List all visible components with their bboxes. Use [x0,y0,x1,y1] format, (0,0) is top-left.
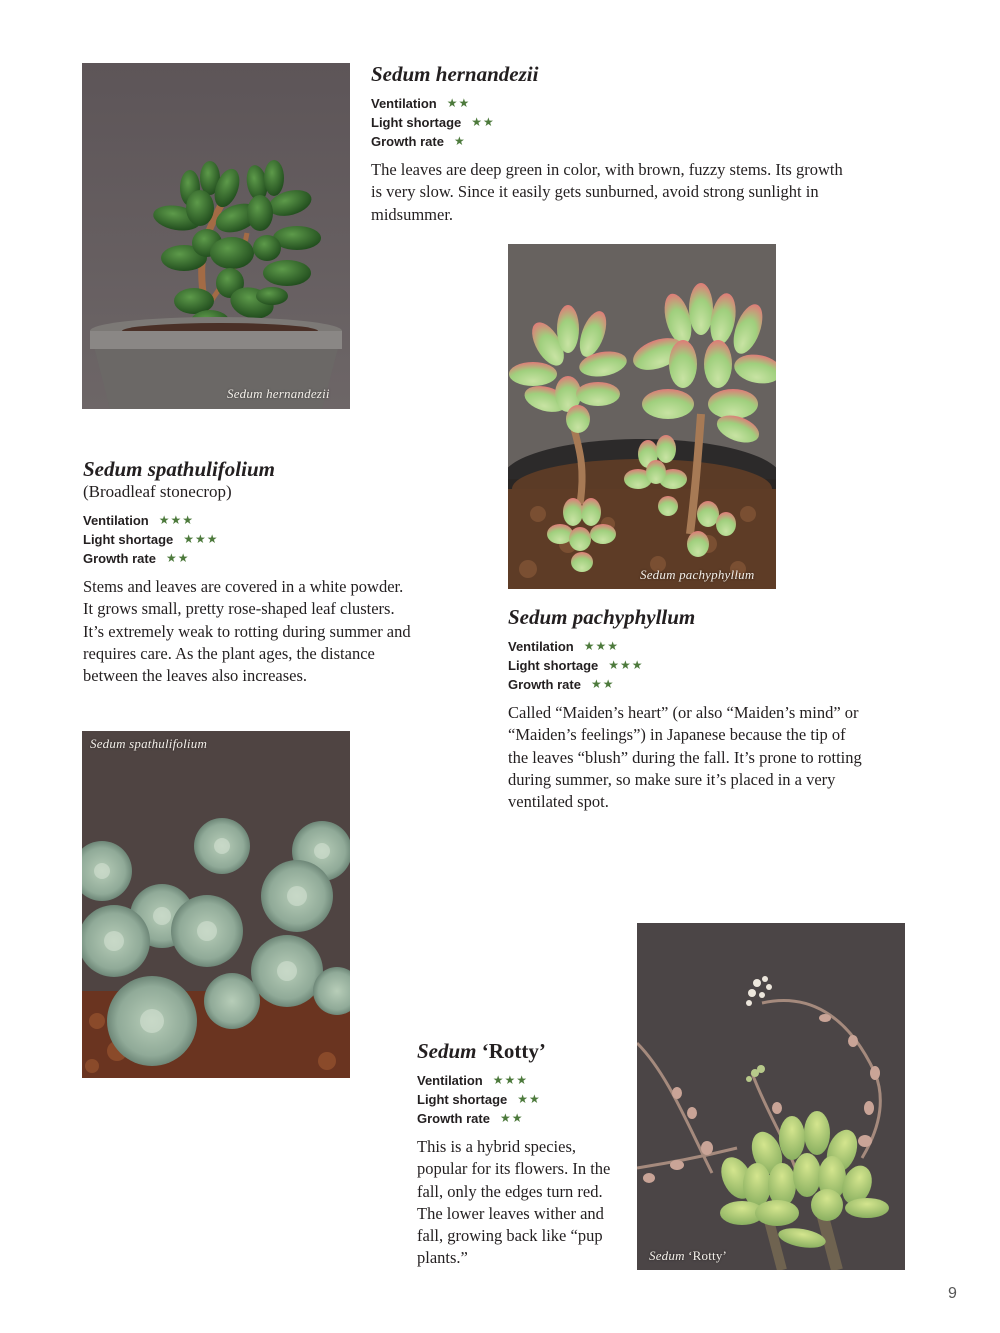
rating-light-shortage: Light shortage ★★ [371,115,495,130]
succulent-photo-pachyphyllum [508,244,776,589]
star-icon: ★★★ [158,513,195,527]
photo-sedum-pachyphyllum [508,244,776,589]
star-icon: ★★ [165,551,190,565]
plant-title: Sedum pachyphyllum [508,605,696,629]
plant-description: This is a hybrid species, popular for its flowers. In the fall, only the edges turn red. The lower leaves wither and fall, growing back like “pup plants.” [417,1137,611,1268]
rating-light-shortage: Light shortage ★★★ [83,532,219,547]
star-icon: ★★★ [492,1073,529,1087]
entry-sedum-hernandezii [371,62,851,226]
plant-title: Sedum ‘Rotty’ [417,1039,546,1063]
photo-caption: Sedum spathulifolium [90,736,208,751]
rating-growth-rate: Growth rate ★★ [508,677,615,692]
rating-ventilation: Ventilation ★★★ [417,1073,529,1088]
plant-title: Sedum hernandezii [371,62,539,86]
rating-light-shortage: Light shortage ★★★ [508,658,644,673]
rating-ventilation: Ventilation ★★ [371,96,471,111]
rating-growth-rate: Growth rate ★★ [83,551,190,566]
rating-growth-rate: Growth rate ★ [371,134,466,149]
star-icon: ★★ [446,96,471,110]
star-icon: ★★ [590,677,615,691]
rating-light-shortage: Light shortage ★★ [417,1092,541,1107]
succulent-photo-spathulifolium [82,731,350,1078]
page-number: 9 [948,1285,957,1302]
plant-common-name: (Broadleaf stonecrop) [83,482,232,501]
rating-ventilation: Ventilation ★★★ [83,513,195,528]
entry-sedum-spathulifolium [83,457,413,687]
star-icon: ★ [453,134,466,148]
succulent-photo-hernandezii [82,63,350,409]
plant-description: The leaves are deep green in color, with brown, fuzzy stems. Its growth is very slow. Since it easily gets sunburned, avoid strong sunlight in midsummer. [371,160,843,224]
ratings-list [83,511,413,568]
photo-sedum-spathulifolium [82,731,350,1078]
star-icon: ★★ [499,1111,524,1125]
star-icon: ★★★ [583,639,620,653]
photo-caption: Sedum ‘Rotty’ [649,1248,728,1263]
plant-description: Called “Maiden’s heart” (or also “Maiden’s mind” or “Maiden’s feelings”) in Japanese because the tip of the leaves “blush” during the fall. It’s prone to rotting during summer, so make sure it’s placed in a very ventilated spot. [508,703,862,812]
star-icon: ★★ [517,1092,541,1106]
ratings-list [508,637,863,694]
photo-sedum-rotty [637,923,905,1270]
star-icon: ★★ [471,115,495,129]
entry-sedum-rotty [417,1039,622,1270]
ratings-list [417,1071,622,1128]
rating-ventilation: Ventilation ★★★ [508,639,620,654]
star-icon: ★★★ [608,658,644,672]
succulent-photo-rotty [637,923,905,1270]
photo-caption: Sedum hernandezii [227,386,330,401]
star-icon: ★★★ [183,532,219,546]
plant-description: Stems and leaves are covered in a white powder. It grows small, pretty rose-shaped leaf clusters. It’s extremely weak to rotting during summer and requires care. As the plant ages, the distance between the leaves also increases. [83,577,411,686]
photo-sedum-hernandezii [82,63,350,409]
entry-sedum-pachyphyllum [508,605,863,813]
rating-growth-rate: Growth rate ★★ [417,1111,524,1126]
plant-title: Sedum spathulifolium [83,457,275,481]
ratings-list [371,94,851,151]
photo-caption: Sedum pachyphyllum [640,567,755,582]
